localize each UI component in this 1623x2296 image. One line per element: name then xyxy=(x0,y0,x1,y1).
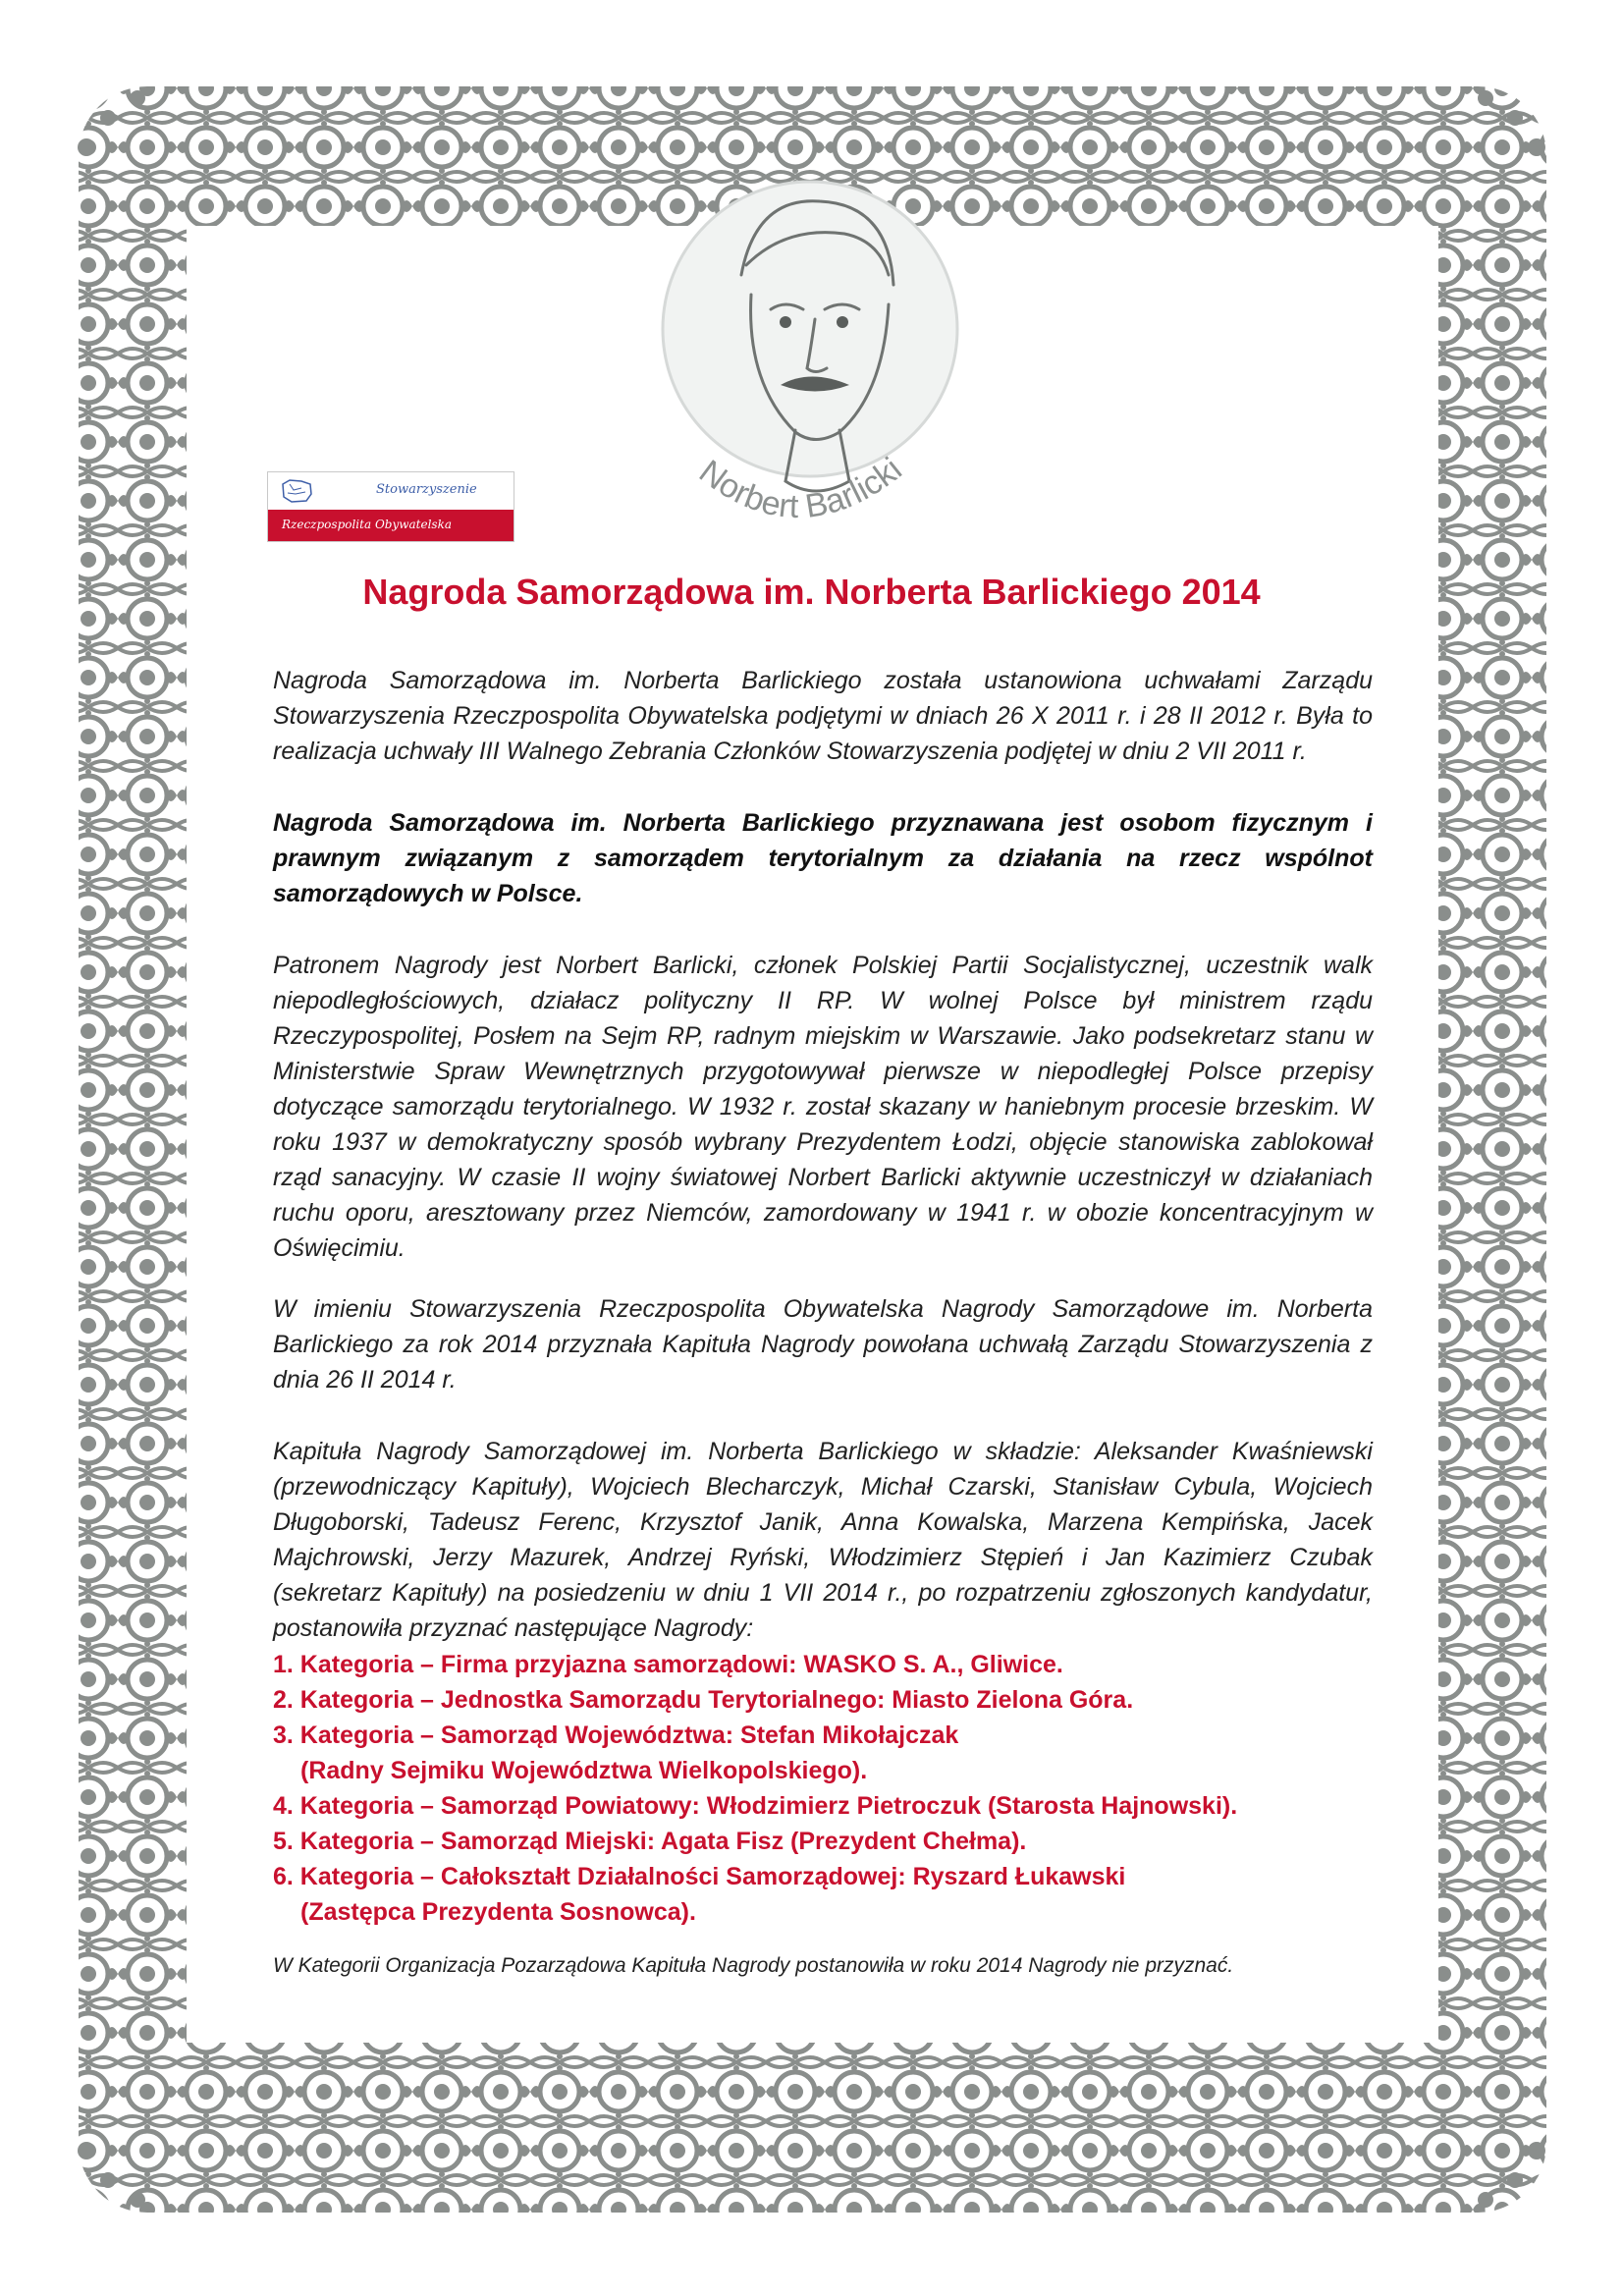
paragraph-patron-biography: Patronem Nagrody jest Norbert Barlicki, członek Polskiej Partii Socjalistycznej, uczestnik walk niepodległościowych, działacz polityczny II RP. W wolnej Polsce był ministrem rządu Rzeczypospolitej, Posłem na Sejm RP, radnym miejskim w Warszawie. Jako podsekretarz stanu w Ministerstwie Spraw Wewnętrznych przygotowywał pierwsze w niepodległej Polsce przepisy dotyczące samorządu terytorialnego. W 1932 r. został skazany w haniebnym procesie brzeskim. W roku 1937 w demokratyczny sposób wybrany Prezydentem Łodzi, objęcie stanowiska zablokował rząd sanacyjny. W czasie II wojny światowej Norbert Barlicki aktywnie uczestniczył w działaniach ruchu oporu, aresztowany przez Niemców, zamordowany w 1941 r. w obozie koncentracyjnym w Oświęcimiu. xyxy=(273,952,1373,1262)
association-logo xyxy=(267,471,514,542)
award-category-5: 5. Kategoria – Samorząd Miejski: Agata Fisz (Prezydent Chełma). xyxy=(273,1828,1027,1855)
portrait-medallion xyxy=(648,157,972,570)
paragraph-chapter-members: Kapituła Nagrody Samorządowej im. Norberta Barlickiego w składzie: Aleksander Kwaśniewski (przewodniczący Kapituły), Wojciech Blecharczyk, Michał Czarski, Stanisław Cybula, Wojciech Długoborski, Tadeusz Ferenc, Krzysztof Janik, Anna Kowalska, Marzena Kempińska, Jacek Majchrowski, Jerzy Mazurek, Andrzej Ryński, Włodzimierz Stępień i Jan Kazimierz Czubak (sekretarz Kapituły) na posiedzeniu w dniu 1 VII 2014 r., po rozpatrzeniu zgłoszonych kandydatur, postanowiła przyznać następujące Nagrody: xyxy=(273,1438,1373,1642)
poland-map-icon xyxy=(280,478,313,504)
paragraph-establishment: Nagroda Samorządowa im. Norberta Barlickiego została ustanowiona uchwałami Zarządu Stowarzyszenia Rzeczpospolita Obywatelska podjętymi w dniach 26 X 2011 r. i 28 II 2012 r. Była to realizacja uchwały III Walnego Zebrania Członków Stowarzyszenia podjętej w dniu 2 VII 2011 r. xyxy=(273,667,1373,765)
logo-bottom-text: Rzeczpospolita Obywatelska xyxy=(282,518,453,531)
closing-note: W Kategorii Organizacja Pozarządowa Kapituła Nagrody postanowiła w roku 2014 Nagrody nie przyznać. xyxy=(273,1954,1234,1977)
logo-top-text: Stowarzyszenie xyxy=(376,482,477,497)
document-title: Nagroda Samorządowa im. Norberta Barlickiego 2014 xyxy=(362,572,1261,612)
award-category-3: 3. Kategoria – Samorząd Województwa: Stefan Mikołajczak (Radny Sejmiku Województwa Wielkopolskiego). xyxy=(273,1722,959,1784)
paragraph-chapter-decision: W imieniu Stowarzyszenia Rzeczpospolita Obywatelska Nagrody Samorządowe im. Norberta Barlickiego za rok 2014 przyznała Kapituła Nagrody powołana uchwałą Zarządu Stowarzyszenia z dnia 26 II 2014 r. xyxy=(273,1295,1373,1394)
award-category-2: 2. Kategoria – Jednostka Samorządu Terytorialnego: Miasto Zielona Góra. xyxy=(273,1686,1134,1714)
award-category-6: 6. Kategoria – Całokształt Działalności Samorządowej: Ryszard Łukawski (Zastępca Prezydenta Sosnowca). xyxy=(273,1863,1126,1926)
logo-bottom-band xyxy=(268,510,514,541)
logo-top-band xyxy=(268,472,514,510)
award-category-1: 1. Kategoria – Firma przyjazna samorządowi: WASKO S. A., Gliwice. xyxy=(273,1651,1063,1678)
paragraph-award-purpose: Nagroda Samorządowa im. Norberta Barlickiego przyznawana jest osobom fizycznym i prawnym związanym z samorządem terytorialnym za działania na rzecz wspólnot samorządowych w Polsce. xyxy=(273,809,1373,907)
award-category-4: 4. Kategoria – Samorząd Powiatowy: Włodzimierz Pietroczuk (Starosta Hajnowski). xyxy=(273,1792,1238,1820)
portrait-caption: Norbert Barlicki xyxy=(692,450,909,526)
